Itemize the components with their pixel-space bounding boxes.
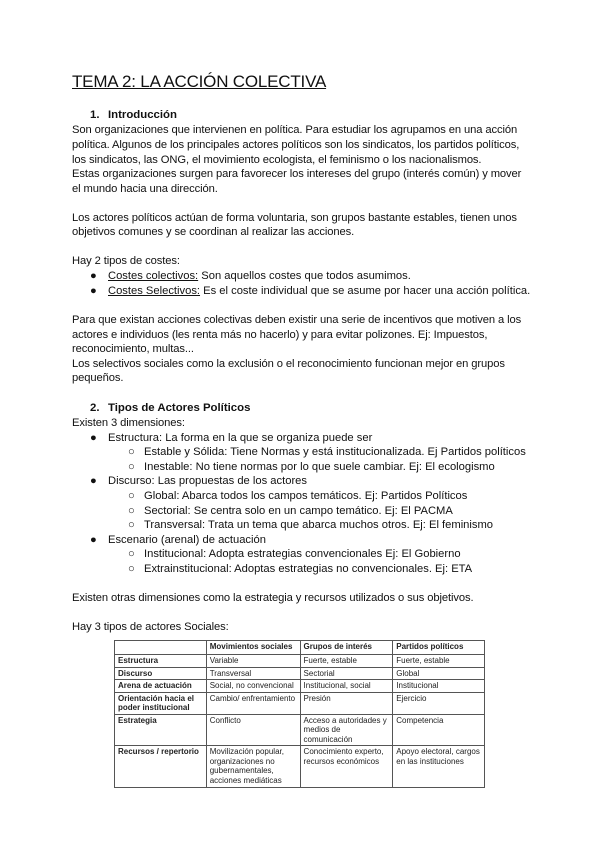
table-row-header: Estructura	[115, 655, 207, 668]
table-cell: Apoyo electoral, cargos en las instituciones	[393, 746, 485, 788]
circle-bullet-icon: ○	[128, 548, 135, 560]
table-intro: Hay 3 tipos de actores Sociales:	[72, 621, 229, 633]
paragraph-line: Los selectivos sociales como la exclusión o el reconocimiento funcionan mejor en grupos	[72, 358, 505, 370]
list-item-text: Inestable: No tiene normas por lo que suele cambiar. Ej: El ecologismo	[144, 461, 495, 473]
table-row	[115, 746, 485, 788]
paragraph-line: Los actores políticos actúan de forma voluntaria, son grupos bastante estables, tienen unos	[72, 212, 517, 224]
table-row	[115, 714, 485, 746]
list-item-text: Escenario (arenal) de actuación	[108, 534, 266, 546]
table-cell: Sectorial	[300, 667, 393, 680]
table-cell: Conflicto	[206, 714, 300, 746]
bullet-icon: ●	[90, 475, 97, 487]
table-header-cell: Grupos de interés	[300, 641, 393, 655]
paragraph-line: objetivos comunes y se coordinan al realizar las acciones.	[72, 226, 355, 238]
circle-bullet-icon: ○	[128, 461, 135, 473]
table-row-header: Orientación hacia el poder institucional	[115, 692, 207, 714]
section-title: Tipos de Actores Políticos	[108, 402, 251, 414]
section-number: 2.	[90, 402, 100, 414]
paragraph-line: política. Algunos de los principales actores políticos son los sindicatos, los partidos políticos,	[72, 139, 520, 151]
table-cell: Social, no convencional	[206, 680, 300, 693]
term-label: Costes Selectivos:	[108, 285, 201, 297]
list-item-text: Transversal: Trata un tema que abarca muchos otros. Ej: El feminismo	[144, 519, 494, 531]
table-cell: Transversal	[206, 667, 300, 680]
table-cell: Fuerte, estable	[300, 655, 393, 668]
table-cell: Ejercicio	[393, 692, 485, 714]
section-title: Introducción	[108, 109, 177, 121]
circle-bullet-icon: ○	[128, 519, 135, 531]
list-item-text: Sectorial: Se centra solo en un campo temático. Ej: El PACMA	[144, 505, 453, 517]
paragraph-line: Existen otras dimensiones como la estrategia y recursos utilizados o sus objetivos.	[72, 592, 474, 604]
paragraph-line: pequeños.	[72, 372, 124, 384]
table-cell: Variable	[206, 655, 300, 668]
table-cell: Movilización popular, organizaciones no gubernamentales, acciones mediáticas	[206, 746, 300, 788]
bullet-icon: ●	[90, 534, 97, 546]
table-header-row	[115, 641, 485, 655]
section-heading-introduccion	[90, 109, 177, 121]
list-item-text: Institucional: Adopta estrategias convencionales Ej: El Gobierno	[144, 548, 461, 560]
list-item-text: Extrainstitucional: Adoptas estrategias no convencionales. Ej: ETA	[144, 563, 473, 575]
table-cell: Global	[393, 667, 485, 680]
table-row-header: Estrategia	[115, 714, 207, 746]
table-cell: Institucional	[393, 680, 485, 693]
section-number: 1.	[90, 109, 100, 121]
circle-bullet-icon: ○	[128, 505, 135, 517]
actors-comparison-table	[114, 640, 485, 788]
table-header-cell: Movimientos sociales	[206, 641, 300, 655]
table-row-header: Arena de actuación	[115, 680, 207, 693]
table-row	[115, 680, 485, 693]
term-description: Son aquellos costes que todos asumimos.	[198, 270, 411, 282]
paragraph-line: Son organizaciones que intervienen en política. Para estudiar los agrupamos en una acción	[72, 124, 518, 136]
table-cell: Conocimiento experto, recursos económicos	[300, 746, 393, 788]
table-cell: Presión	[300, 692, 393, 714]
section-heading-tipos-actores	[90, 402, 250, 414]
table-row	[115, 692, 485, 714]
list-item-text: Estable y Sólida: Tiene Normas y está institucionalizada. Ej Partidos políticos	[144, 446, 526, 458]
bullet-icon: ●	[90, 285, 97, 297]
term-description: Es el coste individual que se asume por hacer una acción política.	[200, 285, 531, 297]
paragraph-line: reconocimiento, multas...	[72, 343, 194, 355]
page-title: TEMA 2: LA ACCIÓN COLECTIVA	[72, 72, 327, 91]
paragraph-line: Para que existan acciones colectivas deben existir una serie de incentivos que motiven a los	[72, 314, 522, 326]
table-cell: Acceso a autoridades y medios de comunicación	[300, 714, 393, 746]
table-header-cell: Partidos políticos	[393, 641, 485, 655]
paragraph-line: actores e individuos (les renta más no hacerlo) y para evitar polizones. Ej: Impuestos,	[72, 329, 488, 341]
table-row-header: Discurso	[115, 667, 207, 680]
table-header-cell	[115, 641, 207, 655]
table-row	[115, 667, 485, 680]
costs-intro: Hay 2 tipos de costes:	[72, 255, 180, 267]
table-row	[115, 655, 485, 668]
list-item-text: Estructura: La forma en la que se organiza puede ser	[108, 432, 373, 444]
paragraph-line: el mundo hacia una dirección.	[72, 183, 218, 195]
table-cell: Institucional, social	[300, 680, 393, 693]
circle-bullet-icon: ○	[128, 563, 135, 575]
list-item-text: Global: Abarca todos los campos temáticos. Ej: Partidos Políticos	[144, 490, 468, 502]
table-cell: Competencia	[393, 714, 485, 746]
paragraph-line: Estas organizaciones surgen para favorecer los intereses del grupo (interés común) y mover	[72, 168, 522, 180]
term-label: Costes colectivos:	[108, 270, 199, 282]
bullet-icon: ●	[90, 270, 97, 282]
paragraph-line: los sindicatos, las ONG, el movimiento ecologista, el feminismo o los nacionalismos.	[72, 154, 482, 166]
table-cell: Fuerte, estable	[393, 655, 485, 668]
circle-bullet-icon: ○	[128, 446, 135, 458]
circle-bullet-icon: ○	[128, 490, 135, 502]
bullet-icon: ●	[90, 432, 97, 444]
table-row-header: Recursos / repertorio	[115, 746, 207, 788]
table-cell: Cambio/ enfrentamiento	[206, 692, 300, 714]
dimensions-intro: Existen 3 dimensiones:	[72, 417, 185, 429]
list-item-text: Discurso: Las propuestas de los actores	[108, 475, 307, 487]
